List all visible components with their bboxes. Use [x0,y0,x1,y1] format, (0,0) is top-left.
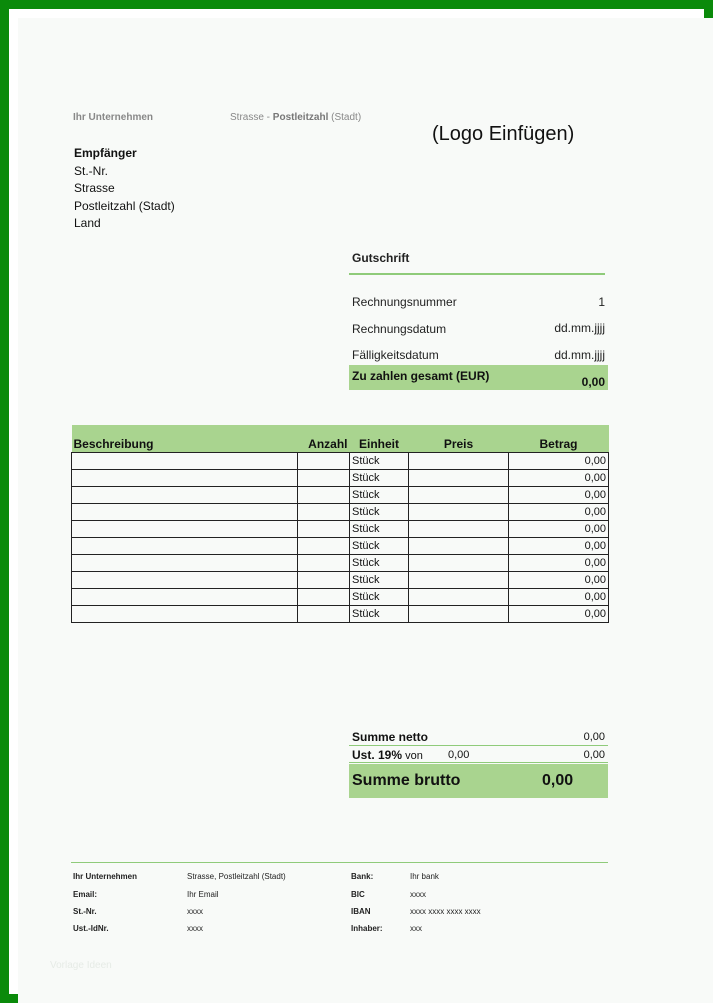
cell-unit[interactable]: Stück [350,453,409,470]
cell-description[interactable] [72,606,298,623]
cell-description[interactable] [72,538,298,555]
table-row [72,487,609,504]
invoice-date-label: Rechnungsdatum [352,322,447,336]
net-total-label: Summe netto [352,730,429,744]
cell-price[interactable] [409,504,509,521]
cell-description[interactable] [72,487,298,504]
items-table [71,425,609,623]
cell-price[interactable] [409,470,509,487]
divider-line [349,745,608,746]
recipient-city: Postleitzahl (Stadt) [74,198,175,213]
table-row [72,453,609,470]
cell-amount[interactable]: 0,00 [509,572,609,589]
cell-price[interactable] [409,538,509,555]
footer-divider [71,862,608,863]
table-row [72,504,609,521]
footer-company-label: Ihr Unternehmen [73,872,138,881]
cell-unit[interactable]: Stück [350,487,409,504]
footer-company-address: Strasse, Postleitzahl (Stadt) [187,872,286,881]
table-row [72,555,609,572]
col-quantity: Anzahl [298,425,350,453]
footer-bank-label: Bank: [351,872,374,881]
cell-description[interactable] [72,504,298,521]
gross-total-label: Summe brutto [352,772,461,789]
recipient-title: Empfänger [74,146,137,160]
gross-total-value: 0,00 [542,772,574,789]
cell-quantity[interactable] [298,606,350,623]
cell-unit[interactable]: Stück [350,470,409,487]
sender-postcode: Postleitzahl [272,112,329,123]
cell-unit[interactable]: Stück [350,521,409,538]
gross-total-bar [349,764,608,798]
cell-unit[interactable]: Stück [350,572,409,589]
cell-quantity[interactable] [298,555,350,572]
divider-line [349,762,608,763]
cell-description[interactable] [72,453,298,470]
cell-amount[interactable]: 0,00 [509,589,609,606]
cell-quantity[interactable] [298,589,350,606]
table-header-row [72,425,609,453]
sender-street: Strasse - [230,112,273,123]
footer-owner-label: Inhaber: [351,924,383,933]
divider-line [349,273,605,275]
footer-vatid-value: xxxx [187,924,203,933]
footer-bank-value: Ihr bank [410,872,439,881]
col-amount: Betrag [509,425,609,453]
table-row [72,538,609,555]
net-total-value: 0,00 [583,731,605,743]
cell-price[interactable] [409,572,509,589]
table-row [72,470,609,487]
cell-amount[interactable]: 0,00 [509,521,609,538]
col-price: Preis [409,425,509,453]
recipient-tax-no: St.-Nr. [74,163,109,178]
cell-description[interactable] [72,521,298,538]
total-due-bar [349,365,608,390]
footer-owner-value: xxx [410,924,422,933]
cell-price[interactable] [409,487,509,504]
cell-amount[interactable]: 0,00 [509,504,609,521]
cell-price[interactable] [409,606,509,623]
cell-unit[interactable]: Stück [350,504,409,521]
total-due-label: Zu zahlen gesamt (EUR) [352,369,490,383]
vat-value: 0,00 [583,749,605,761]
cell-price[interactable] [409,453,509,470]
cell-quantity[interactable] [298,470,350,487]
vat-base: 0,00 [448,749,470,761]
watermark: Vorlage Ideen [50,960,112,971]
cell-amount[interactable]: 0,00 [509,453,609,470]
invoice-page [18,18,713,1003]
footer-taxno-value: xxxx [187,907,203,916]
invoice-number-label: Rechnungsnummer [352,295,457,309]
cell-description[interactable] [72,572,298,589]
cell-price[interactable] [409,555,509,572]
logo-placeholder: (Logo Einfügen) [432,123,575,145]
cell-amount[interactable]: 0,00 [509,555,609,572]
vat-rate: Ust. 19% [352,748,403,762]
table-row [72,521,609,538]
footer-email-label: Email: [73,890,98,899]
table-row [72,589,609,606]
cell-quantity[interactable] [298,538,350,555]
due-date-value: dd.mm.jjjj [554,348,605,362]
cell-unit[interactable]: Stück [350,589,409,606]
footer-iban-label: IBAN [351,907,371,916]
cell-quantity[interactable] [298,572,350,589]
total-due-value: 0,00 [581,375,605,389]
cell-quantity[interactable] [298,504,350,521]
cell-price[interactable] [409,589,509,606]
table-row [72,572,609,589]
col-description: Beschreibung [72,425,298,453]
cell-amount[interactable]: 0,00 [509,487,609,504]
table-row [72,606,609,623]
cell-quantity[interactable] [298,487,350,504]
footer-email-value: Ihr Email [187,890,219,899]
recipient-block [74,145,175,233]
due-date-label: Fälligkeitsdatum [352,348,439,362]
vat-label [352,748,423,762]
cell-description[interactable] [72,555,298,572]
sender-company: Ihr Unternehmen [73,112,154,123]
cell-quantity[interactable] [298,453,350,470]
invoice-date-value: dd.mm.jjjj [554,321,605,335]
cell-unit[interactable]: Stück [350,555,409,572]
footer-bic-label: BIC [351,890,365,899]
recipient-country: Land [74,216,101,230]
footer-vatid-label: Ust.-IdNr. [73,924,109,933]
sender-city: (Stadt) [328,112,362,123]
recipient-street: Strasse [74,181,115,195]
cell-amount[interactable]: 0,00 [509,470,609,487]
footer-taxno-label: St.-Nr. [73,907,97,916]
invoice-number-value: 1 [598,295,605,309]
cell-quantity[interactable] [298,521,350,538]
cell-unit[interactable]: Stück [350,538,409,555]
cell-price[interactable] [409,521,509,538]
footer-bic-value: xxxx [410,890,426,899]
cell-unit[interactable]: Stück [350,606,409,623]
col-unit: Einheit [350,425,409,453]
sender-address [230,112,361,123]
cell-description[interactable] [72,589,298,606]
cell-amount[interactable]: 0,00 [509,538,609,555]
vat-from: von [402,750,423,762]
footer-iban-value: xxxx xxxx xxxx xxxx [410,907,481,916]
cell-description[interactable] [72,470,298,487]
cell-amount[interactable]: 0,00 [509,606,609,623]
document-type: Gutschrift [352,251,410,265]
